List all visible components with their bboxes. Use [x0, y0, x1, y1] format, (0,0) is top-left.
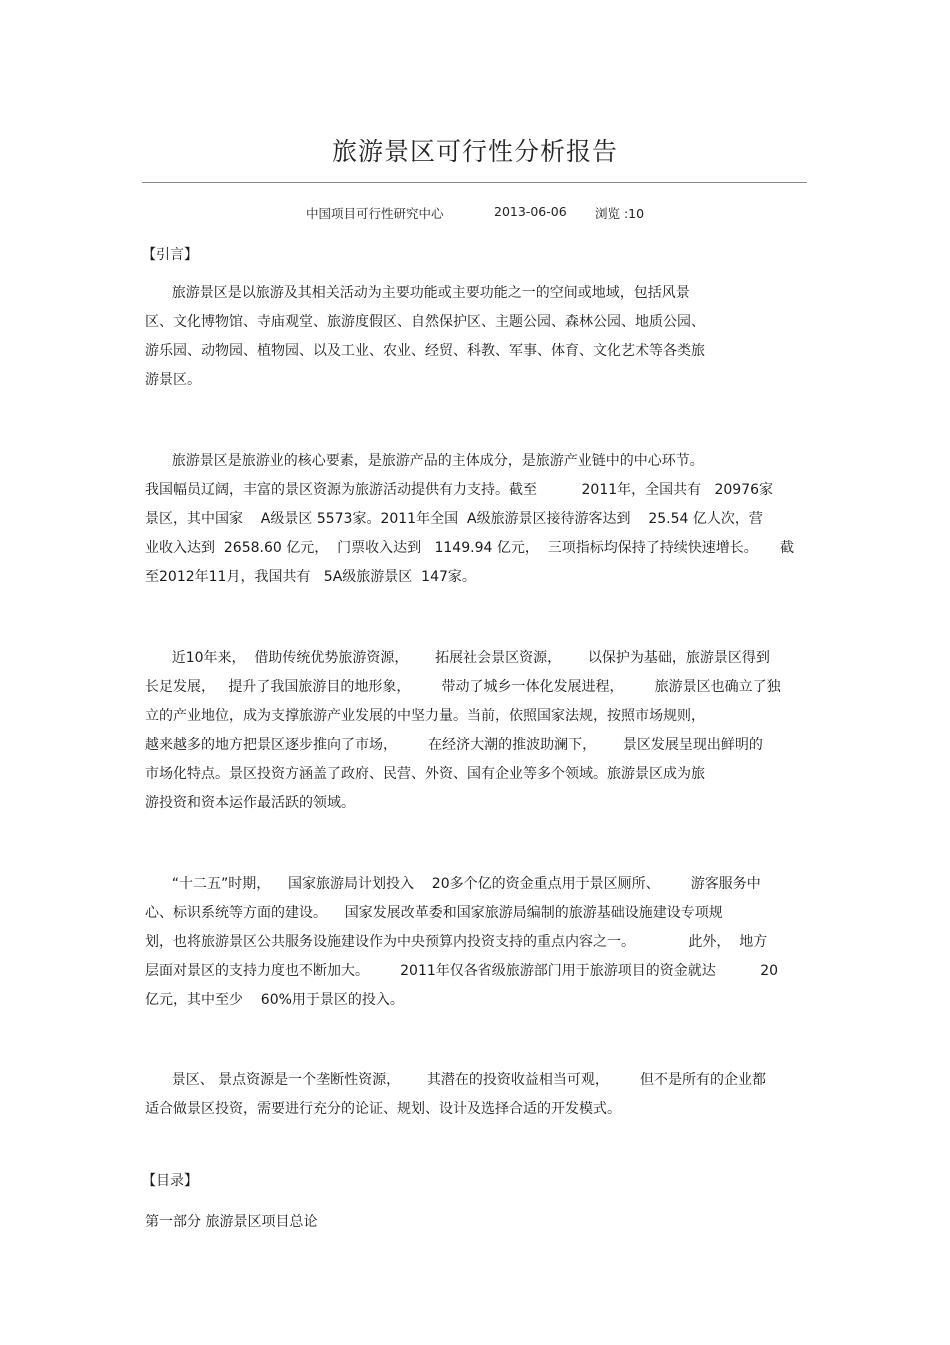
paragraph-line: 适合做景区投资，需要进行充分的论证、规划、设计及选择合适的开发模式。: [145, 1101, 621, 1117]
intro-heading: 【引言】: [142, 247, 198, 263]
toc-item[interactable]: 第一部分 旅游景区项目总论: [145, 1214, 318, 1230]
paragraph-line: 旅游景区是以旅游及其相关活动为主要功能或主要功能之一的空间或地域，包括风景: [145, 285, 690, 301]
view-count: 浏览 :10: [595, 206, 645, 221]
paragraph-line: “十二五”时期， 国家旅游局计划投入 20多个亿的资金重点用于景区厕所、 游客服务中: [145, 876, 761, 892]
paragraph-line: 心、标识系统等方面的建设。 国家发展改革委和国家旅游局编制的旅游基础设施建设专项规: [145, 905, 723, 921]
paragraph-line: 至2012年11月，我国共有 5A级旅游景区 147家。: [145, 569, 476, 585]
paragraph-line: 划，也将旅游景区公共服务设施建设作为中央预算内投资支持的重点内容之一。 此外， 地方: [145, 934, 768, 950]
paragraph-line: 游乐园、动物园、植物园、以及工业、农业、经贸、科教、军事、体育、文化艺术等各类旅: [145, 343, 705, 359]
paragraph-line: 层面对景区的支持力度也不断加大。 2011年仅各省级旅游部门用于旅游项目的资金就达 20: [145, 963, 779, 979]
paragraph-line: 区、文化博物馆、寺庙观堂、旅游度假区、自然保护区、主题公园、森林公园、地质公园、: [145, 314, 705, 330]
toc-heading: 【目录】: [142, 1173, 198, 1189]
paragraph-line: 亿元，其中至少 60%用于景区的投入。: [145, 992, 404, 1008]
paragraph-line: 我国幅员辽阔，丰富的景区资源为旅游活动提供有力支持。截至 2011年，全国共有 20976家: [145, 482, 774, 498]
title-divider: [142, 182, 807, 183]
paragraph-line: 近10年来， 借助传统优势旅游资源， 拓展社会景区资源， 以保护为基础，旅游景区得到: [145, 650, 770, 666]
paragraph-line: 游景区。: [145, 372, 201, 388]
paragraph-line: 长足发展， 提升了我国旅游目的地形象， 带动了城乡一体化发展进程， 旅游景区也确立了独: [145, 679, 781, 695]
paragraph-line: 景区，其中国家 A级景区 5573家。2011年全国 A级旅游景区接待游客达到 25.54 亿人次，营: [145, 511, 763, 527]
paragraph-line: 旅游景区是旅游业的核心要素，是旅游产品的主体成分，是旅游产业链中的中心环节。: [145, 453, 704, 469]
paragraph-line: 游投资和资本运作最活跃的领域。: [145, 795, 355, 811]
paragraph-line: 越来越多的地方把景区逐步推向了市场， 在经济大潮的推波助澜下， 景区发展呈现出鲜明的: [145, 737, 763, 753]
paragraph-line: 景区、 景点资源是一个垄断性资源， 其潜在的投资收益相当可观， 但不是所有的企业都: [145, 1072, 767, 1088]
source-label: 中国项目可行性研究中心: [306, 206, 444, 221]
paragraph-line: 业收入达到 2658.60 亿元， 门票收入达到 1149.94 亿元， 三项指标均保持了持续快速增长。 截: [145, 540, 794, 556]
publish-date: 2013-06-06: [494, 204, 567, 219]
paragraph-line: 市场化特点。景区投资方涵盖了政府、民营、外资、国有企业等多个领域。旅游景区成为旅: [145, 766, 705, 782]
paragraph-line: 立的产业地位，成为支撑旅游产业发展的中坚力量。当前，依照国家法规，按照市场规则，: [145, 708, 705, 724]
document-title: 旅游景区可行性分析报告: [331, 137, 618, 166]
